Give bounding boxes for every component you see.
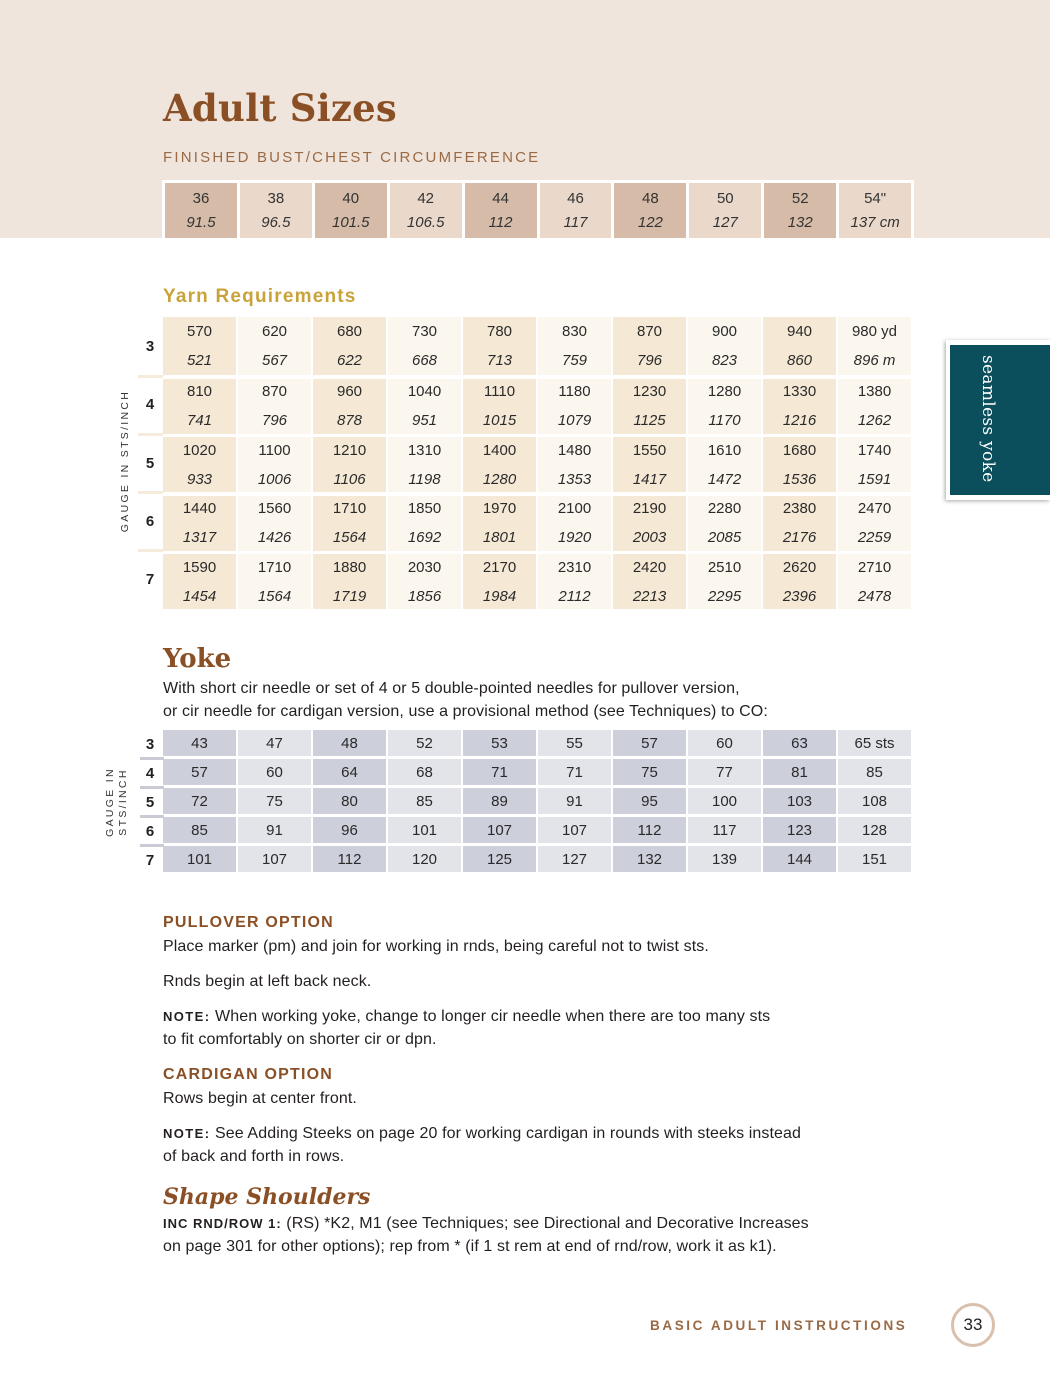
size-cell [540,183,612,238]
yarn-gauge-6: 6 [145,513,155,530]
yardage: 900 [711,323,738,340]
yardage: 1680 [782,441,817,459]
section-tab [946,340,1050,500]
stitch-count: 57 [163,759,236,785]
size-cell [689,183,761,238]
meterage: 878 [336,412,363,429]
yarn-gauge-axis-label: GAUGE IN STS/INCH [119,389,131,533]
meterage: 1591 [857,470,892,488]
meterage: 1564 [332,529,367,546]
meterage: 2213 [632,587,667,605]
stitch-count: 125 [463,846,536,872]
meterage: 2003 [632,529,667,546]
yoke-gauge-5: 5 [145,794,155,811]
yardage: 1110 [483,383,516,400]
yoke-gauge-axis-label-2: STS/INCH [117,768,129,836]
stitch-count: 107 [538,817,611,843]
stitch-count: 91 [238,817,311,843]
size-cell [165,183,237,238]
table-row [163,493,913,551]
stitch-count: 112 [313,846,386,872]
yardage: 2190 [632,500,667,517]
meterage: 1692 [407,529,442,546]
meterage: 1719 [332,587,367,605]
meterage: 668 [411,352,438,369]
yardage: 1560 [257,500,292,517]
size-inches: 38 [267,189,285,207]
yardage: 870 [636,323,663,340]
yardage: 2420 [632,558,667,576]
meterage: 1426 [257,529,292,546]
row-divider [138,491,164,494]
yardage: 730 [411,323,438,340]
table-row [163,434,913,492]
meterage: 1920 [557,529,592,546]
size-inches: 46 [567,189,584,207]
meterage: 2085 [707,529,742,546]
meterage: 2112 [558,587,591,605]
meterage: 860 [786,352,813,369]
stitch-count: 89 [463,788,536,814]
yarn-gauge-3: 3 [145,338,155,355]
yardage: 1020 [182,441,217,459]
stitch-count: 52 [388,730,461,756]
pullover-note [163,1005,770,1028]
stitch-count: 85 [388,788,461,814]
yardage: 1550 [632,441,667,459]
inc-row-line-2: on page 301 for other options); rep from * (if 1 st rem at end of rnd/row, work it as k1). [163,1238,777,1255]
stitch-count: 103 [763,788,836,814]
stitch-count: 47 [238,730,311,756]
meterage: 2295 [707,587,742,605]
row-divider [138,375,164,378]
yardage: 1280 [707,383,742,400]
yardage: 1850 [407,500,442,517]
yarn-requirements-table [163,317,913,610]
stitch-count: 101 [163,846,236,872]
inc-row-text: (RS) *K2, M1 (see Techniques; see Directional and Decorative Increases [286,1215,809,1232]
meterage: 1216 [782,412,817,429]
meterage: 2176 [782,529,817,546]
size-inches: 52 [791,189,809,207]
inc-row-label: INC RND/ROW 1: [163,1216,282,1231]
yoke-gauge-3: 3 [145,736,155,753]
yardage: 2470 [857,500,892,517]
size-cm: 91.5 [186,213,216,231]
meterage: 713 [486,352,513,369]
yardage: 810 [186,383,213,400]
yardage: 1970 [482,500,517,517]
meterage: 741 [186,412,213,429]
stitch-count: 91 [538,788,611,814]
size-cm: 106.5 [406,213,445,231]
size-inches: 54" [864,189,887,207]
meterage: 896 m [853,352,896,369]
yardage: 2170 [482,558,517,576]
stitch-count: 128 [838,817,911,843]
yoke-gauge-6: 6 [145,823,155,840]
meterage: 1417 [632,470,667,488]
meterage: 1564 [257,587,292,605]
yarn-gauge-4: 4 [145,396,155,413]
size-inches: 36 [192,189,210,207]
stitch-count: 63 [763,730,836,756]
size-cm: 117 [563,213,588,231]
meterage: 1317 [182,529,217,546]
page-number: 33 [963,1315,983,1334]
row-divider [140,786,164,789]
table-row [163,317,913,375]
meterage: 1801 [482,529,517,546]
stitch-count: 120 [388,846,461,872]
yardage: 570 [186,323,213,340]
stitch-count: 100 [688,788,761,814]
size-inches: 44 [492,189,509,207]
yardage: 1880 [332,558,367,576]
meterage: 1536 [782,470,817,488]
note-text-line-1: When working yoke, change to longer cir needle when there are too many sts [215,1008,771,1025]
stitch-count: 123 [763,817,836,843]
stitch-count: 60 [688,730,761,756]
size-cell [240,183,312,238]
size-cm: 137 cm [850,213,900,231]
table-row [163,730,913,756]
stitch-count: 96 [313,817,386,843]
table-row [163,817,913,843]
meterage: 1198 [408,470,441,488]
yardage: 1710 [332,500,367,517]
meterage: 1262 [857,412,892,429]
stitch-count: 85 [163,817,236,843]
yardage: 1710 [257,558,292,576]
stitch-count: 117 [688,817,761,843]
size-cm: 122 [637,213,663,231]
stitch-count: 71 [463,759,536,785]
section-tab-label: seamless yoke [978,355,998,483]
stitch-count: 43 [163,730,236,756]
meterage: 796 [636,352,663,369]
cardigan-option-heading: CARDIGAN OPTION [163,1066,333,1083]
stitch-count: 55 [538,730,611,756]
stitch-count: 81 [763,759,836,785]
meterage: 1170 [708,412,741,429]
yoke-intro-line-2: or cir needle for cardigan version, use a provisional method (see Techniques) to CO: [163,703,768,720]
yardage: 2100 [557,500,592,517]
stitch-count: 71 [538,759,611,785]
note-label: NOTE: [163,1126,211,1141]
yardage: 2710 [857,558,892,576]
yardage: 1100 [258,441,291,459]
pullover-note-line-2: to fit comfortably on shorter cir or dpn. [163,1031,437,1048]
yardage: 1610 [707,441,742,459]
yoke-cast-on-table [163,730,913,875]
cardigan-note [163,1122,801,1145]
yarn-requirements-heading: Yarn Requirements [163,286,357,307]
bust-circumference-label: FINISHED BUST/CHEST CIRCUMFERENCE [163,149,541,166]
yardage: 1230 [632,383,667,400]
size-cm: 112 [488,213,513,231]
yardage: 1180 [558,383,591,400]
meterage: 1472 [707,470,742,488]
size-table [162,180,914,238]
meterage: 1079 [557,412,592,429]
yoke-intro-line-1: With short cir needle or set of 4 or 5 double-pointed needles for pullover version, [163,680,740,697]
meterage: 951 [411,412,438,429]
stitch-count: 75 [613,759,686,785]
size-cell [315,183,387,238]
yardage: 940 [786,323,813,340]
size-cm: 96.5 [261,213,291,231]
yardage: 1040 [407,383,442,400]
yardage: 960 [336,383,363,400]
yardage: 1400 [482,441,517,459]
stitch-count: 68 [388,759,461,785]
pullover-paragraph-1: Place marker (pm) and join for working in rnds, being careful not to twist sts. [163,938,709,955]
yardage: 2620 [782,558,817,576]
size-cm: 101.5 [331,213,370,231]
stitch-count: 107 [463,817,536,843]
row-divider [140,815,164,818]
size-cell [390,183,462,238]
stitch-count: 95 [613,788,686,814]
yardage: 1740 [857,441,892,459]
meterage: 567 [261,352,288,369]
meterage: 796 [261,412,288,429]
size-cm: 132 [787,213,813,231]
inc-row-line-1 [163,1212,809,1235]
meterage: 823 [711,352,738,369]
cardigan-note-line-2: of back and forth in rows. [163,1148,345,1165]
size-inches: 50 [716,189,734,207]
yardage: 2380 [782,500,817,517]
meterage: 1984 [482,587,517,605]
meterage: 622 [336,352,363,369]
row-divider [138,433,164,436]
size-cell [465,183,537,238]
running-footer: BASIC ADULT INSTRUCTIONS [650,1318,908,1333]
meterage: 759 [561,352,588,369]
stitch-count: 77 [688,759,761,785]
meterage: 1015 [482,412,517,429]
stitch-count: 101 [388,817,461,843]
meterage: 2259 [857,529,892,546]
stitch-count: 132 [613,846,686,872]
shape-shoulders-heading: Shape Shoulders [163,1184,371,1210]
note-text-line-1: See Adding Steeks on page 20 for working cardigan in rounds with steeks instead [215,1125,802,1142]
stitch-count: 108 [838,788,911,814]
stitch-count: 139 [688,846,761,872]
stitch-count: 60 [238,759,311,785]
yoke-heading: Yoke [163,644,232,674]
stitch-count: 85 [838,759,911,785]
yardage: 780 [486,323,513,340]
stitch-count: 64 [313,759,386,785]
table-row [163,551,913,609]
size-cm: 127 [712,213,738,231]
stitch-count: 57 [613,730,686,756]
meterage: 521 [186,352,213,369]
yarn-gauge-7: 7 [145,571,155,588]
note-label: NOTE: [163,1009,211,1024]
stitch-count: 151 [838,846,911,872]
stitch-count: 72 [163,788,236,814]
yoke-gauge-axis-label-1: GAUGE IN [104,767,116,837]
stitch-count: 53 [463,730,536,756]
yardage: 1310 [407,441,442,459]
meterage: 1454 [182,587,217,605]
pullover-paragraph-2: Rnds begin at left back neck. [163,973,372,990]
meterage: 2396 [782,587,817,605]
section-tab-fill [950,345,1050,495]
table-row [163,759,913,785]
page-title: Adult Sizes [163,86,397,130]
yoke-gauge-7: 7 [145,852,155,869]
meterage: 1856 [407,587,442,605]
size-cell [614,183,686,238]
yardage: 1440 [182,500,217,517]
meterage: 1106 [333,470,366,488]
table-row [163,788,913,814]
stitch-count: 144 [763,846,836,872]
yoke-gauge-4: 4 [145,765,155,782]
yardage: 1590 [182,558,217,576]
meterage: 933 [186,470,213,488]
yarn-gauge-5: 5 [145,455,155,472]
meterage: 1353 [557,470,592,488]
yardage: 2030 [407,558,442,576]
stitch-count: 48 [313,730,386,756]
meterage: 1006 [257,470,292,488]
yardage: 830 [561,323,588,340]
stitch-count: 112 [613,817,686,843]
row-divider [138,549,164,552]
yardage: 1330 [782,383,817,400]
size-inches: 48 [642,189,659,207]
size-cell [764,183,836,238]
row-divider [140,844,164,847]
row-divider [140,757,164,760]
stitch-count: 80 [313,788,386,814]
yardage: 2280 [707,500,742,517]
yardage: 2310 [557,558,592,576]
stitch-count: 65 sts [838,730,911,756]
yardage: 680 [336,323,363,340]
yardage: 1380 [857,383,892,400]
table-row [163,846,913,872]
pullover-option-heading: PULLOVER OPTION [163,914,334,931]
stitch-count: 75 [238,788,311,814]
size-inches: 42 [417,189,435,207]
table-row [163,376,913,434]
yardage: 2510 [707,558,742,576]
meterage: 1280 [482,470,517,488]
page-number-badge [951,1303,995,1347]
yardage: 980 yd [851,323,898,340]
cardigan-paragraph-1: Rows begin at center front. [163,1090,357,1107]
meterage: 2478 [857,587,892,605]
yardage: 620 [261,323,288,340]
size-inches: 40 [342,189,360,207]
yardage: 1480 [557,441,592,459]
stitch-count: 127 [538,846,611,872]
meterage: 1125 [633,412,666,429]
size-cell [839,183,911,238]
yardage: 870 [261,383,288,400]
stitch-count: 107 [238,846,311,872]
yardage: 1210 [332,441,367,459]
